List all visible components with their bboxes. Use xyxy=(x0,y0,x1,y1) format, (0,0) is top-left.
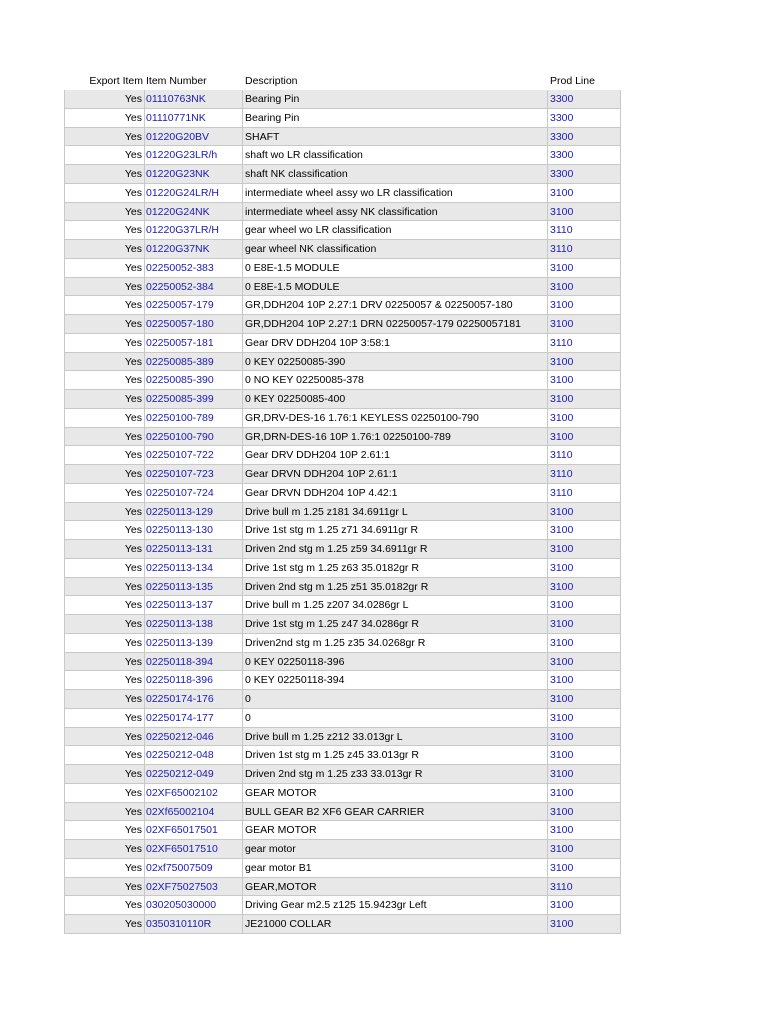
export-cell: Yes xyxy=(64,278,145,297)
description-cell: SHAFT xyxy=(243,128,548,147)
item-number-link[interactable]: 0350310110R xyxy=(145,915,243,934)
export-cell: Yes xyxy=(64,784,145,803)
table-row[interactable] xyxy=(64,559,621,578)
table-row[interactable] xyxy=(64,409,621,428)
item-number-link[interactable]: 02250174-176 xyxy=(145,690,243,709)
table-row[interactable] xyxy=(64,446,621,465)
export-cell: Yes xyxy=(64,315,145,334)
item-number-link[interactable]: 01220G23NK xyxy=(145,165,243,184)
prod-line-link[interactable]: 3100 xyxy=(548,746,621,765)
description-cell: 0 xyxy=(243,709,548,728)
items-table xyxy=(64,74,621,934)
item-number-link[interactable]: 02250085-399 xyxy=(145,390,243,409)
export-cell: Yes xyxy=(64,296,145,315)
item-number-link[interactable]: 02250212-048 xyxy=(145,746,243,765)
prod-line-link[interactable]: 3100 xyxy=(548,278,621,297)
item-number-link[interactable]: 02250052-383 xyxy=(145,259,243,278)
export-cell: Yes xyxy=(64,896,145,915)
prod-line-link[interactable]: 3100 xyxy=(548,915,621,934)
description-cell: 0 KEY 02250085-390 xyxy=(243,353,548,372)
prod-line-link[interactable]: 3100 xyxy=(548,690,621,709)
table-row[interactable] xyxy=(64,746,621,765)
table-row[interactable] xyxy=(64,671,621,690)
table-row[interactable] xyxy=(64,578,621,597)
prod-line-link[interactable]: 3110 xyxy=(548,878,621,897)
export-cell: Yes xyxy=(64,634,145,653)
table-row[interactable] xyxy=(64,821,621,840)
description-cell: gear wheel NK classification xyxy=(243,240,548,259)
description-cell: Drive bull m 1.25 z207 34.0286gr L xyxy=(243,596,548,615)
description-cell: GR,DRN-DES-16 10P 1.76:1 02250100-789 xyxy=(243,428,548,447)
prod-line-link[interactable]: 3110 xyxy=(548,240,621,259)
prod-line-link[interactable]: 3100 xyxy=(548,559,621,578)
export-cell: Yes xyxy=(64,540,145,559)
item-number-link[interactable]: 030205030000 xyxy=(145,896,243,915)
table-row[interactable] xyxy=(64,90,621,109)
prod-line-link[interactable]: 3100 xyxy=(548,596,621,615)
item-number-link[interactable]: 02250118-396 xyxy=(145,671,243,690)
prod-line-link[interactable]: 3100 xyxy=(548,784,621,803)
export-cell: Yes xyxy=(64,653,145,672)
description-cell: Driving Gear m2.5 z125 15.9423gr Left xyxy=(243,896,548,915)
table-row[interactable] xyxy=(64,521,621,540)
prod-line-link[interactable]: 3100 xyxy=(548,653,621,672)
description-cell: GEAR,MOTOR xyxy=(243,878,548,897)
export-cell: Yes xyxy=(64,184,145,203)
description-cell: Driven 2nd stg m 1.25 z59 34.6911gr R xyxy=(243,540,548,559)
prod-line-link[interactable]: 3100 xyxy=(548,671,621,690)
item-number-link[interactable]: 02250107-724 xyxy=(145,484,243,503)
table-row[interactable] xyxy=(64,690,621,709)
table-row[interactable] xyxy=(64,203,621,222)
item-number-link[interactable]: 02250057-181 xyxy=(145,334,243,353)
header-prod-line: Prod Line xyxy=(550,75,595,87)
prod-line-link[interactable]: 3100 xyxy=(548,203,621,222)
export-cell: Yes xyxy=(64,446,145,465)
table-row[interactable] xyxy=(64,146,621,165)
description-cell: Drive 1st stg m 1.25 z63 35.0182gr R xyxy=(243,559,548,578)
prod-line-link[interactable]: 3100 xyxy=(548,428,621,447)
item-number-link[interactable]: 02XF75027503 xyxy=(145,878,243,897)
description-cell: Drive bull m 1.25 z181 34.6911gr L xyxy=(243,503,548,522)
table-row[interactable] xyxy=(64,915,621,934)
description-cell: 0 xyxy=(243,690,548,709)
description-cell: Drive 1st stg m 1.25 z47 34.0286gr R xyxy=(243,615,548,634)
table-row[interactable] xyxy=(64,615,621,634)
table-row[interactable] xyxy=(64,859,621,878)
description-cell: Gear DRVN DDH204 10P 2.61:1 xyxy=(243,465,548,484)
item-number-link[interactable]: 02250174-177 xyxy=(145,709,243,728)
prod-line-link[interactable]: 3100 xyxy=(548,821,621,840)
export-cell: Yes xyxy=(64,840,145,859)
description-cell: BULL GEAR B2 XF6 GEAR CARRIER xyxy=(243,803,548,822)
description-cell: Driven 1st stg m 1.25 z45 33.013gr R xyxy=(243,746,548,765)
item-number-link[interactable]: 01220G24NK xyxy=(145,203,243,222)
item-number-link[interactable]: 02250057-179 xyxy=(145,296,243,315)
export-cell: Yes xyxy=(64,615,145,634)
item-number-link[interactable]: 02250212-046 xyxy=(145,728,243,747)
table-row[interactable] xyxy=(64,634,621,653)
export-cell: Yes xyxy=(64,465,145,484)
export-cell: Yes xyxy=(64,165,145,184)
item-number-link[interactable]: 02250113-139 xyxy=(145,634,243,653)
item-number-link[interactable]: 02250113-134 xyxy=(145,559,243,578)
prod-line-link[interactable]: 3100 xyxy=(548,409,621,428)
item-number-link[interactable]: 01220G23LR/h xyxy=(145,146,243,165)
description-cell: GR,DRV-DES-16 1.76:1 KEYLESS 02250100-790 xyxy=(243,409,548,428)
prod-line-link[interactable]: 3100 xyxy=(548,896,621,915)
item-number-link[interactable]: 02XF65017510 xyxy=(145,840,243,859)
prod-line-link[interactable]: 3110 xyxy=(548,465,621,484)
item-number-link[interactable]: 01220G24LR/H xyxy=(145,184,243,203)
table-row[interactable] xyxy=(64,765,621,784)
description-cell: Drive 1st stg m 1.25 z71 34.6911gr R xyxy=(243,521,548,540)
item-number-link[interactable]: 02250113-129 xyxy=(145,503,243,522)
prod-line-link[interactable]: 3100 xyxy=(548,259,621,278)
item-number-link[interactable]: 01220G37LR/H xyxy=(145,221,243,240)
item-number-link[interactable]: 02250113-137 xyxy=(145,596,243,615)
description-cell: 0 NO KEY 02250085-378 xyxy=(243,371,548,390)
table-row[interactable] xyxy=(64,878,621,897)
description-cell: gear motor xyxy=(243,840,548,859)
description-cell: Drive bull m 1.25 z212 33.013gr L xyxy=(243,728,548,747)
item-number-link[interactable]: 02250085-389 xyxy=(145,353,243,372)
export-cell: Yes xyxy=(64,503,145,522)
item-number-link[interactable]: 02250100-790 xyxy=(145,428,243,447)
table-row[interactable] xyxy=(64,803,621,822)
description-cell: gear motor B1 xyxy=(243,859,548,878)
description-cell: shaft wo LR classification xyxy=(243,146,548,165)
export-cell: Yes xyxy=(64,728,145,747)
export-cell: Yes xyxy=(64,353,145,372)
table-row[interactable] xyxy=(64,428,621,447)
table-row[interactable] xyxy=(64,840,621,859)
item-number-link[interactable]: 02250118-394 xyxy=(145,653,243,672)
export-cell: Yes xyxy=(64,221,145,240)
export-cell: Yes xyxy=(64,371,145,390)
description-cell: Driven 2nd stg m 1.25 z33 33.013gr R xyxy=(243,765,548,784)
item-number-link[interactable]: 02250100-789 xyxy=(145,409,243,428)
description-cell: Gear DRVN DDH204 10P 4.42:1 xyxy=(243,484,548,503)
table-row[interactable] xyxy=(64,165,621,184)
table-row[interactable] xyxy=(64,184,621,203)
description-cell: intermediate wheel assy wo LR classification xyxy=(243,184,548,203)
item-number-link[interactable]: 02250057-180 xyxy=(145,315,243,334)
description-cell: Driven2nd stg m 1.25 z35 34.0268gr R xyxy=(243,634,548,653)
table-row[interactable] xyxy=(64,896,621,915)
header-export-item: Export Item xyxy=(89,75,143,87)
header-item-number: Item Number xyxy=(146,75,207,87)
prod-line-link[interactable]: 3300 xyxy=(548,109,621,128)
description-cell: Driven 2nd stg m 1.25 z51 35.0182gr R xyxy=(243,578,548,597)
table-row[interactable] xyxy=(64,259,621,278)
description-cell: 0 KEY 02250085-400 xyxy=(243,390,548,409)
table-row[interactable] xyxy=(64,240,621,259)
header-row xyxy=(64,74,621,90)
prod-line-link[interactable]: 3100 xyxy=(548,803,621,822)
export-cell: Yes xyxy=(64,765,145,784)
export-cell: Yes xyxy=(64,709,145,728)
description-cell: JE21000 COLLAR xyxy=(243,915,548,934)
description-cell: GEAR MOTOR xyxy=(243,821,548,840)
prod-line-link[interactable]: 3100 xyxy=(548,709,621,728)
table-row[interactable] xyxy=(64,503,621,522)
item-number-link[interactable]: 02250212-049 xyxy=(145,765,243,784)
table-row[interactable] xyxy=(64,709,621,728)
table-row[interactable] xyxy=(64,371,621,390)
table-row[interactable] xyxy=(64,278,621,297)
description-cell: GR,DDH204 10P 2.27:1 DRN 02250057-179 02250057181 xyxy=(243,315,548,334)
description-cell: Gear DRV DDH204 10P 2.61:1 xyxy=(243,446,548,465)
description-cell: GEAR MOTOR xyxy=(243,784,548,803)
description-cell: Bearing Pin xyxy=(243,109,548,128)
export-cell: Yes xyxy=(64,128,145,147)
description-cell: 0 E8E-1.5 MODULE xyxy=(243,259,548,278)
export-cell: Yes xyxy=(64,690,145,709)
table-row[interactable] xyxy=(64,334,621,353)
prod-line-link[interactable]: 3110 xyxy=(548,484,621,503)
export-cell: Yes xyxy=(64,428,145,447)
description-cell: 0 KEY 02250118-394 xyxy=(243,671,548,690)
prod-line-link[interactable]: 3110 xyxy=(548,221,621,240)
item-number-link[interactable]: 02250085-390 xyxy=(145,371,243,390)
export-cell: Yes xyxy=(64,578,145,597)
export-cell: Yes xyxy=(64,109,145,128)
table-body xyxy=(64,90,621,934)
prod-line-link[interactable]: 3100 xyxy=(548,184,621,203)
item-number-link[interactable]: 02XF65017501 xyxy=(145,821,243,840)
item-number-link[interactable]: 02250113-131 xyxy=(145,540,243,559)
prod-line-link[interactable]: 3300 xyxy=(548,128,621,147)
prod-line-link[interactable]: 3100 xyxy=(548,540,621,559)
export-cell: Yes xyxy=(64,521,145,540)
table-row[interactable] xyxy=(64,728,621,747)
export-cell: Yes xyxy=(64,671,145,690)
description-cell: GR,DDH204 10P 2.27:1 DRV 02250057 & 02250057-180 xyxy=(243,296,548,315)
prod-line-link[interactable]: 3100 xyxy=(548,634,621,653)
table-row[interactable] xyxy=(64,596,621,615)
export-cell: Yes xyxy=(64,90,145,109)
prod-line-link[interactable]: 3100 xyxy=(548,578,621,597)
prod-line-link[interactable]: 3300 xyxy=(548,165,621,184)
item-number-link[interactable]: 02250107-722 xyxy=(145,446,243,465)
table-row[interactable] xyxy=(64,296,621,315)
export-cell: Yes xyxy=(64,390,145,409)
table-row[interactable] xyxy=(64,221,621,240)
prod-line-link[interactable]: 3100 xyxy=(548,765,621,784)
prod-line-link[interactable]: 3100 xyxy=(548,728,621,747)
export-cell: Yes xyxy=(64,484,145,503)
table-row[interactable] xyxy=(64,540,621,559)
header-description: Description xyxy=(245,75,298,87)
item-number-link[interactable]: 01220G37NK xyxy=(145,240,243,259)
description-cell: gear wheel wo LR classification xyxy=(243,221,548,240)
export-cell: Yes xyxy=(64,859,145,878)
prod-line-link[interactable]: 3300 xyxy=(548,90,621,109)
export-cell: Yes xyxy=(64,803,145,822)
export-cell: Yes xyxy=(64,746,145,765)
prod-line-link[interactable]: 3100 xyxy=(548,521,621,540)
description-cell: Bearing Pin xyxy=(243,90,548,109)
prod-line-link[interactable]: 3100 xyxy=(548,315,621,334)
item-number-link[interactable]: 01220G20BV xyxy=(145,128,243,147)
item-number-link[interactable]: 02250113-130 xyxy=(145,521,243,540)
item-number-link[interactable]: 01110763NK xyxy=(145,90,243,109)
prod-line-link[interactable]: 3110 xyxy=(548,446,621,465)
table-row[interactable] xyxy=(64,484,621,503)
prod-line-link[interactable]: 3100 xyxy=(548,840,621,859)
description-cell: 0 KEY 02250118-396 xyxy=(243,653,548,672)
description-cell: 0 E8E-1.5 MODULE xyxy=(243,278,548,297)
prod-line-link[interactable]: 3100 xyxy=(548,503,621,522)
export-cell: Yes xyxy=(64,409,145,428)
description-cell: intermediate wheel assy NK classification xyxy=(243,203,548,222)
table-row[interactable] xyxy=(64,465,621,484)
export-cell: Yes xyxy=(64,240,145,259)
export-cell: Yes xyxy=(64,821,145,840)
export-cell: Yes xyxy=(64,146,145,165)
export-cell: Yes xyxy=(64,259,145,278)
prod-line-link[interactable]: 3110 xyxy=(548,334,621,353)
table-row[interactable] xyxy=(64,315,621,334)
export-cell: Yes xyxy=(64,334,145,353)
item-number-link[interactable]: 02XF65002102 xyxy=(145,784,243,803)
prod-line-link[interactable]: 3100 xyxy=(548,371,621,390)
table-row[interactable] xyxy=(64,128,621,147)
table-row[interactable] xyxy=(64,109,621,128)
export-cell: Yes xyxy=(64,596,145,615)
item-number-link[interactable]: 02250113-135 xyxy=(145,578,243,597)
description-cell: Gear DRV DDH204 10P 3:58:1 xyxy=(243,334,548,353)
table-row[interactable] xyxy=(64,784,621,803)
prod-line-link[interactable]: 3100 xyxy=(548,390,621,409)
description-cell: shaft NK classification xyxy=(243,165,548,184)
prod-line-link[interactable]: 3100 xyxy=(548,353,621,372)
prod-line-link[interactable]: 3100 xyxy=(548,296,621,315)
item-number-link[interactable]: 02250107-723 xyxy=(145,465,243,484)
prod-line-link[interactable]: 3100 xyxy=(548,859,621,878)
item-number-link[interactable]: 02250113-138 xyxy=(145,615,243,634)
prod-line-link[interactable]: 3300 xyxy=(548,146,621,165)
export-cell: Yes xyxy=(64,559,145,578)
table-row[interactable] xyxy=(64,653,621,672)
item-number-link[interactable]: 02Xf65002104 xyxy=(145,803,243,822)
item-number-link[interactable]: 02250052-384 xyxy=(145,278,243,297)
item-number-link[interactable]: 01110771NK xyxy=(145,109,243,128)
export-cell: Yes xyxy=(64,878,145,897)
item-number-link[interactable]: 02xf75007509 xyxy=(145,859,243,878)
prod-line-link[interactable]: 3100 xyxy=(548,615,621,634)
table-row[interactable] xyxy=(64,390,621,409)
table-row[interactable] xyxy=(64,353,621,372)
export-cell: Yes xyxy=(64,203,145,222)
export-cell: Yes xyxy=(64,915,145,934)
